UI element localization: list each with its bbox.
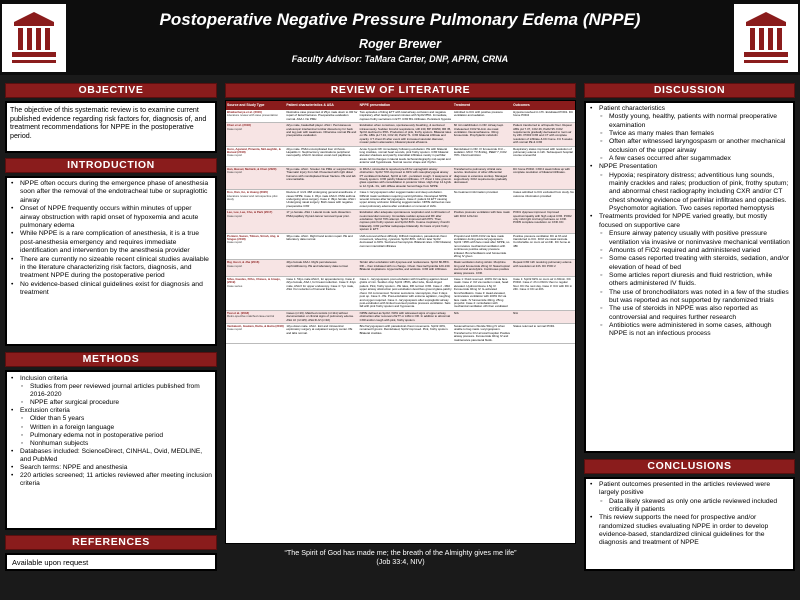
- study-type: Case series: [227, 283, 243, 288]
- review-table: [226, 101, 575, 344]
- study-treatment-cell: 60 min stabilization in OR. Airway kept. Undetected; FiO2 SL/min via mask ventilation. Dexamethasone. 30mg furosemide. Prophylactic cefazolin: [453, 123, 512, 146]
- study-presentation-cell: Case 1: laryngospasm after suggammadex and deep extubation. Difficult mask ventilation requiring succinylcholine. Developed NPPE several minutes after laryngospasm. Case 2: patient bit ETT causing upper airway occlusion following suggammadex. NPPE defined as new onset pulmonary edema after extubation or removal of LMA.: [359, 190, 453, 210]
- study-source-cell: [226, 110, 285, 123]
- methods-item: ◦ Older than 5 years: [10, 415, 212, 423]
- poster-title: Postoperative Negative Pressure Pulmonary Edema (NPPE): [159, 10, 641, 29]
- methods-item: • Exclusion criteria: [10, 407, 212, 415]
- discussion-item: ◦ Mostly young, healthy, patients with normal preoperative examination: [589, 113, 790, 130]
- study-patient-cell: Case 1: 53yo male ASA II, for appendectomy. Case 2: 22yo female, ASA I, for breast reduction. Case 3: 44yo male, ASA II for upper endoscopy. Case 4: 7yo male, ASA I for reduction of humeral fracture.: [285, 277, 358, 311]
- study-source-cell: [226, 310, 285, 323]
- study-type: Case report: [227, 327, 243, 332]
- study-patient-cell: 24yo male. PMH uncomplicated liver cirrhosis. Hepatitis C. Nephrectomy vaccinations peripheral neuropathy. ASA III. Excision vocal cord papilloma.: [285, 146, 358, 166]
- study-patient-cell: Review of n=21 468 undergoing general anesthesia. 2 cases NPPE. Case 1: 45yo male ASA II. PMH asthma undergoing sinus surgery. Case 2: 39yo female. ASA I. Undergoing nasal surgery. Both cases with negative preoperative CXR: [285, 190, 358, 210]
- discussion-item: • Treatments provided for NPPE varied greatly, but mostly focused on supportive care: [589, 213, 790, 230]
- introduction-item: • NPPE often occurs during the emergence phase of anesthesia soon after the removal of the endotracheal tube or supraglottic airway: [10, 180, 212, 205]
- study-source-cell: [226, 323, 285, 343]
- study-presentation-cell: LMA removal without difficulty. Difficult inspiration, paradoxical chest movement, wheezing, cyanosis. SpO2 80%. 4-8mm later SpO2 decreased to 60%. Suctioned hemoptysis. Bilateral rales. CXR bilateral, common interstitial infiltrates: [359, 233, 453, 260]
- quote-citation: (Job 33:4, NIV): [376, 557, 425, 566]
- study-presentation-cell: Extubation when conscious, spontaneously breathing, & suctioned intravenously. Sudden forceful respirations, HR 130, BP 160/90, RR 35, SpO2 declined to 65%. Production of pink, frothy sputum. Bilateral rales on PE. ABG pH 7.34, CO2 40, PaO2 71. CXR bilateral infiltrate and opacity. CT chest 2h after event with increased vascular diameter, mosaic pattern attenuation, bilateral pleural effusions.: [359, 123, 452, 145]
- study-presentation-cell: Extubation after adequate spontaneous respiration and confirmation of neuromuscular recovery. Immediate sudden apnea and RF after extubation. SpO2 70% attempt. SpO2 improved with PPV. Then, copious pink frothy sputum and SpO2 80%. Coarse inspiratory rhonchi bilaterally. CXR perihilar radiopaque bilaterally. Dx basis of pink frothy sputum in ETT.: [359, 210, 453, 233]
- conclusion-item: • Patient outcomes presented in the articles reviewed were largely positive: [589, 481, 790, 498]
- study-source: Koo, Dan, Go, & Hoang (2020): [227, 190, 268, 195]
- study-source-cell: [226, 123, 285, 146]
- study-type: Literature review with case presentation: [227, 113, 278, 118]
- methods-item: ◦ NPPE after surgical procedure: [10, 399, 212, 407]
- study-source: Tsai et al. (2018): [227, 310, 250, 315]
- study-type: Literature review and retrospective pilot study: [227, 193, 278, 201]
- study-source: Han, Bassel, Melnick, & Chen (2020): [227, 166, 277, 171]
- conclusion-item: • This review supports the need for prospective and/or randomized studies evaluating NPPE in order to develop evidence-based, standardized clinical guidelines for the diagnosis and treatment of NPPE: [589, 514, 790, 547]
- study-outcome-cell: Positive pressure ventilation DC at 6h and transferred to ICU. FiO2 via nasal cannula. Comfortable on room air at 24h. DC home at 48h: [512, 233, 575, 260]
- study-outcome-cell: Case 1: SpO2 92% on room air in 60min. DC POD2. Case 2: 2h in PACU then to regular floor. DC the next day. Case 3: ICU with DC in 24h. Case 4: DC at 40h.: [512, 277, 575, 311]
- discussion-item: ◦ Twice as many males than females: [589, 130, 790, 138]
- scripture-quote: [225, 548, 576, 566]
- study-presentation-cell: Brief laryngospasm with paradoxical chest movements. SpO2 40%, remained hypoxic. Reintubated, SpO2 improved. Pink, frothy sputum. Bilateral crackles.: [359, 323, 453, 343]
- study-presentation-cell: Case 1 - laryngospasm post extubation with breathing against closed glottis of min. Sudden drop SpO2 <85%, after tube, blood-tinged patient. Pink, frothy sputum - PE rales, RR normal. CXR. Case 2 - Mild upper airway obstruction post extubation describes ground glass-patchy chest. O2 commenced. Tension secretions. Hemoptysis, then 3 days post op. Case 3 - PE. Post-extubation with extreme agitation, coughing and oxygen required. Case 4 - laryngospasm after supraglottic airway post-extubation with limited reversed positive pressure ventilation. Sats fall with pink frothy sputum and hypoxemia.: [359, 277, 452, 309]
- table-row: [226, 123, 575, 146]
- study-source-cell: [226, 166, 285, 189]
- table-row: [226, 233, 575, 260]
- university-seal-icon: [2, 4, 66, 72]
- faculty-advisor: Faculty Advisor: TaMara Carter, DNP, APRN, CRNA: [291, 54, 509, 64]
- discussion-item: ◦ Some cases reported treating with steroids, sedation, and/or elevation of head of bed: [589, 255, 790, 272]
- study-outcome-cell: Patient transferred to orthopedic floor. Repeat ABG pH 7.37, CO2 46, PaO2 95. FiO2 requirements gradually decreased to room air by 24h. POD3 CXR and CT with complete resolution of infiltrate & DC home. FU 6 weeks with normal PE & CXR: [512, 123, 575, 146]
- discussion-item: ◦ Often after witnessed laryngospasm or another mechanical occlusion of the upper airway: [589, 138, 790, 155]
- objective-text: The objective of this systematic review is to examine current published evidence regarding risk factors for, diagnosis of, and treatment recommendations for NPPE in the postoperative period.: [10, 106, 207, 140]
- table-row: [226, 190, 575, 210]
- study-type: Case report: [227, 126, 243, 131]
- study-presentation-cell: Acute hypoxic RF immediately following extubation. PE with bilateral lung crackles, normal heart sounds, pink frothy sputum. CXR bilateral alveolar shadows and patchy interstitial infiltrates mostly in perihilar areas. ECG changes in lateral leads. Echocardiography mid-septal and anterior wall hypokinesia. Normal neuron shape and rhythm.: [359, 146, 453, 166]
- objective-box: [5, 101, 217, 153]
- objective-heading: OBJECTIVE: [5, 83, 217, 98]
- study-source-cell: [226, 233, 285, 260]
- study-outcome-cell: Respiratory status improved with resolution of pulmonary edema in 12h. Subsequent hospital course uneventful: [512, 146, 575, 166]
- study-patient-cell: Cases (n=16). Matched controls (n=111) without documentation or clinical signs of pulmonary edema. ASA I-II (n=115). ASA III-IV (n=32): [285, 310, 358, 323]
- study-patient-cell: 51yo male. ASA I. Smoker. No PMH or surgical history. Traumatic injury from fall. Presented with right distal humerus with nondisplaced linear fracture. PE and lab unremarkable.: [285, 166, 358, 189]
- study-patient-cell: 40yo female ASA I. Right percutaneous nephrolithotomy. PE and laboratory data normal.: [285, 260, 358, 277]
- study-outcome-cell: Hypoxia resolved in 17h. Extubated POD1. DC home POD4: [512, 110, 575, 123]
- review-heading: REVIEW OF LITERATURE: [225, 83, 576, 98]
- study-patient-cell: 17 yo female. ASA I. Lateral mode neck dissection. PMH papillary thyroid cancer removal 1year prior.: [285, 210, 358, 233]
- methods-item: • Search terms: NPPE and anesthesia: [10, 464, 212, 472]
- introduction-box: [5, 176, 217, 346]
- review-table-body: [226, 110, 575, 343]
- methods-heading: METHODS: [5, 352, 217, 367]
- study-treatment-cell: Case 1: Fluid reversed. 100% O2 via face mask. Case 2: O2 via medium mask, head elevated. Hydrocortisone 1.5g IV. Furosemide 40mg IV. IL-activated bronchodilators. Case 3: Head elevated, noninvasive ventilation with 100% O2 via face mask. IV furosemide 40mg, 25mg propofol. Case 4: reintubation with mechanical ventilation x2h then extubated: [453, 277, 512, 311]
- introduction-list: [7, 178, 215, 300]
- discussion-heading: DISCUSSION: [584, 83, 795, 98]
- study-source: Pontani, Sacan, Tilman, Sirrah, Alej, & Singas (2018): [227, 233, 280, 241]
- table-row: [226, 146, 575, 166]
- introduction-item: • Onset of NPPE frequently occurs within minutes of upper airway obstruction with rapid onset of hypoxemia and acute pulmonary edema: [10, 205, 212, 230]
- discussion-item: ◦ A few cases occurred after sugammadex: [589, 155, 790, 163]
- table-row: [226, 310, 575, 323]
- study-type: Case report: [227, 153, 243, 158]
- conclusions-heading: CONCLUSIONS: [584, 459, 795, 474]
- methods-item: ◦ Pulmonary edema not in postoperative period: [10, 432, 212, 440]
- table-row: [226, 323, 575, 343]
- discussion-item: • Patient characteristics: [589, 105, 790, 113]
- study-patient-cell: 13yo Asian male. ASA I. Exit and intraventral exploratory surgery at outpatient surgery center. PE and labs normal.: [285, 323, 358, 343]
- discussion-item: ◦ Amounts of FiO2 required and administered varied: [589, 247, 790, 255]
- author-name: Roger Brewer: [359, 37, 441, 51]
- study-source: Silva, Guedes, Filho, Chaves, & Araujo, (2019): [227, 277, 281, 285]
- study-treatment-cell: Propofol and 100% FiO2 via face mask ventilation during acute laryngospasm. SpO2 >95% with face mask after NPPE, so non-invasive mechanical ventilation with continuous positive airway pressure initiated. Bronchodilators and furosemide 20mg IV given: [453, 233, 512, 260]
- study-source-cell: [226, 260, 285, 277]
- study-patient-cell: Illustrative case presented of 25yo male down to OR for repair of facial fractures. Preoperative evaluation normal. ASA I. No PMH: [286, 110, 358, 121]
- review-column-header: Treatment: [453, 101, 512, 110]
- discussion-item: ◦ The use of bronchodilators was noted in a few of the studies but was reported as not supported by randomized trials: [589, 289, 790, 306]
- discussion-list: [586, 103, 793, 341]
- methods-item: • 220 articles screened; 11 articles reviewed after meeting inclusion criteria: [10, 472, 212, 488]
- study-source: Lee, Lee, Lee, Cho, & Park (2017): [227, 210, 273, 215]
- references-heading: REFERENCES: [5, 535, 217, 550]
- review-table-container: [225, 100, 576, 544]
- study-patient-cell: 39yo male. ASA I. Right hand tendon repair. PE and laboratory data normal.: [285, 233, 358, 260]
- introduction-heading: INTRODUCTION: [5, 158, 217, 173]
- table-row: [226, 166, 575, 189]
- study-treatment-cell: Reintubated in OR. IV furosemide ICU – sedation. MCV. TV 8ml/kg, PEEP 7, FiO2 70%. Fluid restriction: [453, 146, 512, 166]
- review-column-header: Patient characteristics & ASA: [285, 101, 358, 110]
- introduction-item: • While NPPE is a rare complication of anesthesia, it is a true post-anesthesia emergency and requires immediate identification and intervention by the anesthesia provider: [10, 230, 212, 255]
- discussion-box: [584, 101, 795, 453]
- discussion-item: ◦ Some articles report diuresis and fluid restriction, while others administered IV fluids.: [589, 272, 790, 289]
- study-source: Chen et al. (2018): [227, 123, 251, 128]
- review-column-header: NPPE presentation: [359, 101, 453, 110]
- methods-item: • Databases included: ScienceDirect, CINHAL, Ovid, MEDLINE, and PubMed: [10, 448, 212, 464]
- study-type: Case report: [227, 213, 243, 218]
- study-source: Raj, Gusri, & Jha (2016): [227, 260, 260, 265]
- study-patient-cell: 22yo male, basketball player. ASA I. Percutaneous endoscopic interlaminar lumbar discectomy for back and leg pain with weakness. Otherwise normal PE and preoperative evaluation: [285, 123, 358, 146]
- study-outcome-cell: Repeat CXR 12h resolving pulmonary edema with resolution at 24h. DC POD 2: [512, 260, 575, 277]
- discussion-item: ◦ Ensure airway patency usually with positive pressure ventilation via invasive or noninvasive mechanical ventilation: [589, 230, 790, 247]
- table-row: [226, 110, 575, 123]
- methods-list: [7, 372, 215, 491]
- study-treatment-cell: Admitted to ICU with positive pressure ventilation and sedation.: [453, 110, 512, 123]
- discussion-item: • NPPE Presentation: [589, 163, 790, 171]
- study-presentation-cell: NPPE defined as SpO2 <90% with witnessed signs of upper airway obstruction after removal of ETT or LMA in OR. In addition to abnormal CXR and/or cough with pink, frothy sputum.: [359, 310, 453, 323]
- study-source: Venkatesh, Gautam, Dutta, & Batra (2018): [227, 323, 284, 328]
- study-treatment-cell: N/A: [453, 310, 512, 323]
- study-treatment-cell: Positive pressure ventilation with face mask with FiO2 1/2L/min: [453, 210, 512, 233]
- references-text: Available upon request: [12, 558, 89, 567]
- conclusions-box: [584, 477, 795, 571]
- references-box: [5, 553, 217, 571]
- study-presentation-cell: Stridor after extubation with dyspnea and restlessness. SpO2 80-85%. RR -- then intubated with no change. Chest. New tachycardia 120-130. Bilateral crepitations. Hypercarbia, and acidosis. CXR with infiltrates.: [359, 260, 453, 277]
- study-outcome-cell: Cases admitted to ICU excluded from study. No outcome information provided: [512, 190, 575, 210]
- university-seal-icon: [734, 4, 798, 72]
- table-row: [226, 277, 575, 311]
- introduction-item: • No evidence-based clinical guidelines exist for diagnosis and treatment: [10, 281, 212, 298]
- discussion-item: ◦ Antibiotics were administered in some cases, although NPPE is not an infectious process: [589, 322, 790, 339]
- poster-header: [0, 0, 800, 75]
- study-treatment-cell: No treatment information provided.: [453, 190, 512, 210]
- study-source-cell: [226, 190, 285, 210]
- review-column-header: Outcomes: [512, 101, 575, 110]
- methods-item: ◦ Written in a foreign language: [10, 424, 212, 432]
- introduction-item: • There are currently no sizeable recent clinical studies available in the literature characterizing risk factors, diagnosis, and treatment NPPE during the postoperative period: [10, 256, 212, 281]
- methods-item: ◦ Studies from peer reviewed journal articles published from 2016-2020: [10, 383, 212, 399]
- study-outcome-cell: N/A: [512, 310, 575, 323]
- table-row: [226, 260, 575, 277]
- study-presentation-cell: In PACU, simmediel & reported pre-lift for supraglottic airway obstruction. SpO2 70% improved to 92% with nasopharyngeal airway PT ventilated intubated, SpO2 at 12h - persistent cough. 3 teaspoons of bloody sputum. CXR patchy bilateral infiltrates. CT chest 1 lobe ground-glass opacities with consolidation in posterior lobes. High drop 14.1g/dL to 12.7g/dL. Dx, with diffuse alveolar hemorrhage from NPPE: [359, 166, 452, 188]
- study-treatment-cell: Transferred to pulmonary critical care service. Exclusion of other differential diagnoses to extensive workup. Managed supportively. FiO2 requirements gradually decreased.: [453, 166, 512, 189]
- table-row: [226, 210, 575, 233]
- study-type: Case report: [227, 170, 243, 175]
- study-type: Case report: [227, 263, 243, 268]
- review-table-header: [226, 101, 575, 110]
- study-source-cell: [226, 146, 285, 166]
- discussion-item: ◦ The use of steroids in NPPE was also reported as controversial and requires further research: [589, 305, 790, 322]
- methods-box: [5, 370, 217, 530]
- conclusion-item: ◦ Data likely skewed as only one article reviewed included critically ill patients: [589, 498, 790, 515]
- study-source-cell: [226, 277, 285, 311]
- study-outcome-cell: DC home POD2. CXR 2 week follow up with complete resolution of bilateral infiltrates.: [512, 166, 575, 189]
- study-presentation-cell: Two episodes of biting ETT with total airway occlusion and negative inspiratory effort lasting several minutes with SpO2 85%. Immediate, copious frothy secretions in ETT. CXR B/L infiltrates. Persistent hypoxia: [359, 110, 451, 121]
- study-source-cell: [226, 210, 285, 233]
- study-treatment-cell: Mask ventilation during stridor. Morphine 4mg and furosemide 20mg IV. Nasal topical steroid and anxiolytics. Continuous positive airway pressure. CXR.: [453, 260, 512, 277]
- study-type: Case report: [227, 240, 243, 245]
- review-column-header: Source and Study Type: [226, 101, 285, 110]
- methods-item: ◦ Nonhuman subjects: [10, 440, 212, 448]
- study-outcome-cell: Status returned to normal POD1: [512, 323, 575, 343]
- study-source: Bhattacharya et al. (2016): [227, 110, 262, 114]
- conclusions-list: [586, 479, 793, 550]
- study-outcome-cell: POD1 dyspnea improved. Improved spectrum/quality with high output CXR. POD2 only mild right mid lung haziness on CXR. POD5 complete resolution on CXR. DC: [512, 210, 575, 233]
- study-treatment-cell: Suxamethonium chloride 50mg IV when unable to bag mask. Laryngospasm. Transferred to ICU at local hospital. Positive airway pressure. Furosemide 40mg IV and maintenance parenteral fluids.: [453, 323, 512, 343]
- study-source: Guru, Agarwal, Pimenta, McLaughlin, & Bansal (2018): [227, 146, 281, 155]
- study-type: Retro-spective matched case-control: [227, 314, 275, 319]
- discussion-item: ◦ Hypoxia; respiratory distress; adventitious lung sounds, mainly crackles and rales; production of pink, frothy sputum; and abnormal chest radiography including CXR and/or CT chest showing evidence of perihilar infiltrates and opacities. Psychomotor agitation. Two cases reported hemoptysis: [589, 172, 790, 214]
- methods-item: • Inclusion criteria: [10, 375, 212, 383]
- quote-line: “The Spirit of God has made me; the breath of the Almighty gives me life”: [284, 548, 517, 557]
